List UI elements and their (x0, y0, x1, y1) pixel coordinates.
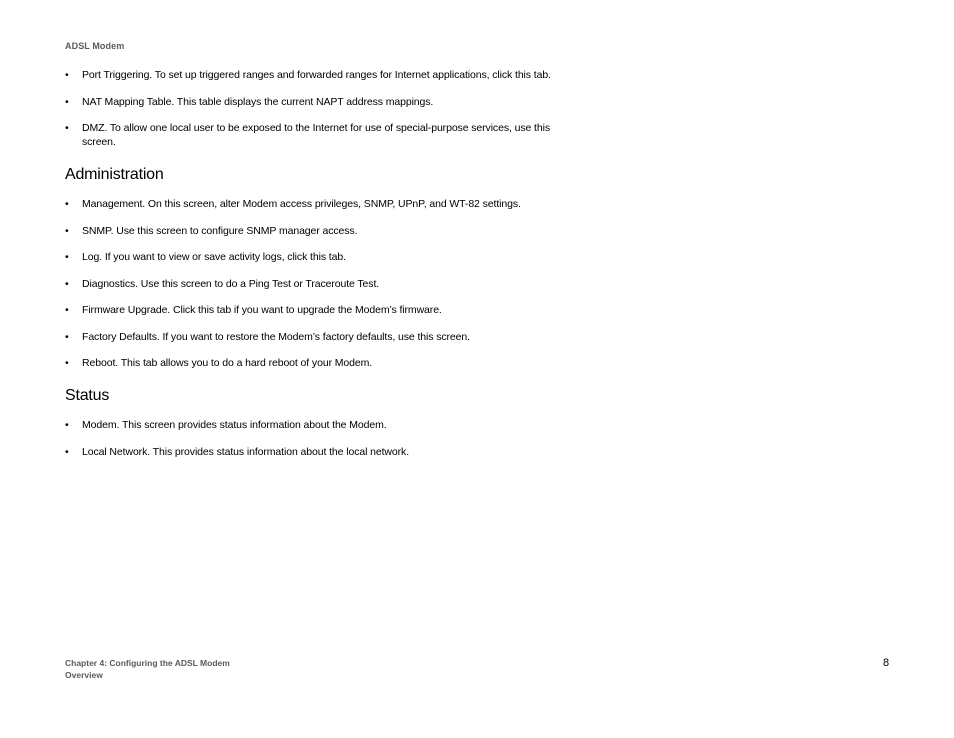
list-item: • DMZ. To allow one local user to be exposed to the Internet for use of special-purpose services, use this screen. (65, 121, 575, 149)
status-list (65, 418, 575, 459)
list-item: • Port Triggering. To set up triggered ranges and forwarded ranges for Internet applications, click this tab. (65, 68, 575, 82)
status-heading: Status (65, 387, 110, 404)
list-item: • Management. On this screen, alter Modem access privileges, SNMP, UPnP, and WT-82 settings. (65, 197, 575, 211)
list-item: • NAT Mapping Table. This table displays the current NAPT address mappings. (65, 95, 575, 109)
list-item: • Firmware Upgrade. Click this tab if you want to upgrade the Modem’s firmware. (65, 303, 575, 317)
list-item: • Local Network. This provides status information about the local network. (65, 445, 575, 459)
page-content (65, 68, 575, 471)
administration-heading: Administration (65, 166, 164, 183)
page-number: 8 (883, 657, 890, 669)
list-item: • Diagnostics. Use this screen to do a Ping Test or Traceroute Test. (65, 277, 575, 291)
running-header: ADSL Modem (65, 41, 125, 51)
list-item: • Modem. This screen provides status information about the Modem. (65, 418, 575, 432)
list-item: • Reboot. This tab allows you to do a hard reboot of your Modem. (65, 356, 575, 370)
footer-section: Overview (65, 670, 103, 680)
intro-list (65, 68, 575, 149)
list-item: • SNMP. Use this screen to configure SNMP manager access. (65, 224, 575, 238)
list-item: • Log. If you want to view or save activity logs, click this tab. (65, 250, 575, 264)
footer-chapter: Chapter 4: Configuring the ADSL Modem (65, 658, 230, 668)
list-item: • Factory Defaults. If you want to restore the Modem’s factory defaults, use this screen. (65, 330, 575, 344)
administration-list (65, 197, 575, 370)
page-footer (65, 657, 230, 681)
